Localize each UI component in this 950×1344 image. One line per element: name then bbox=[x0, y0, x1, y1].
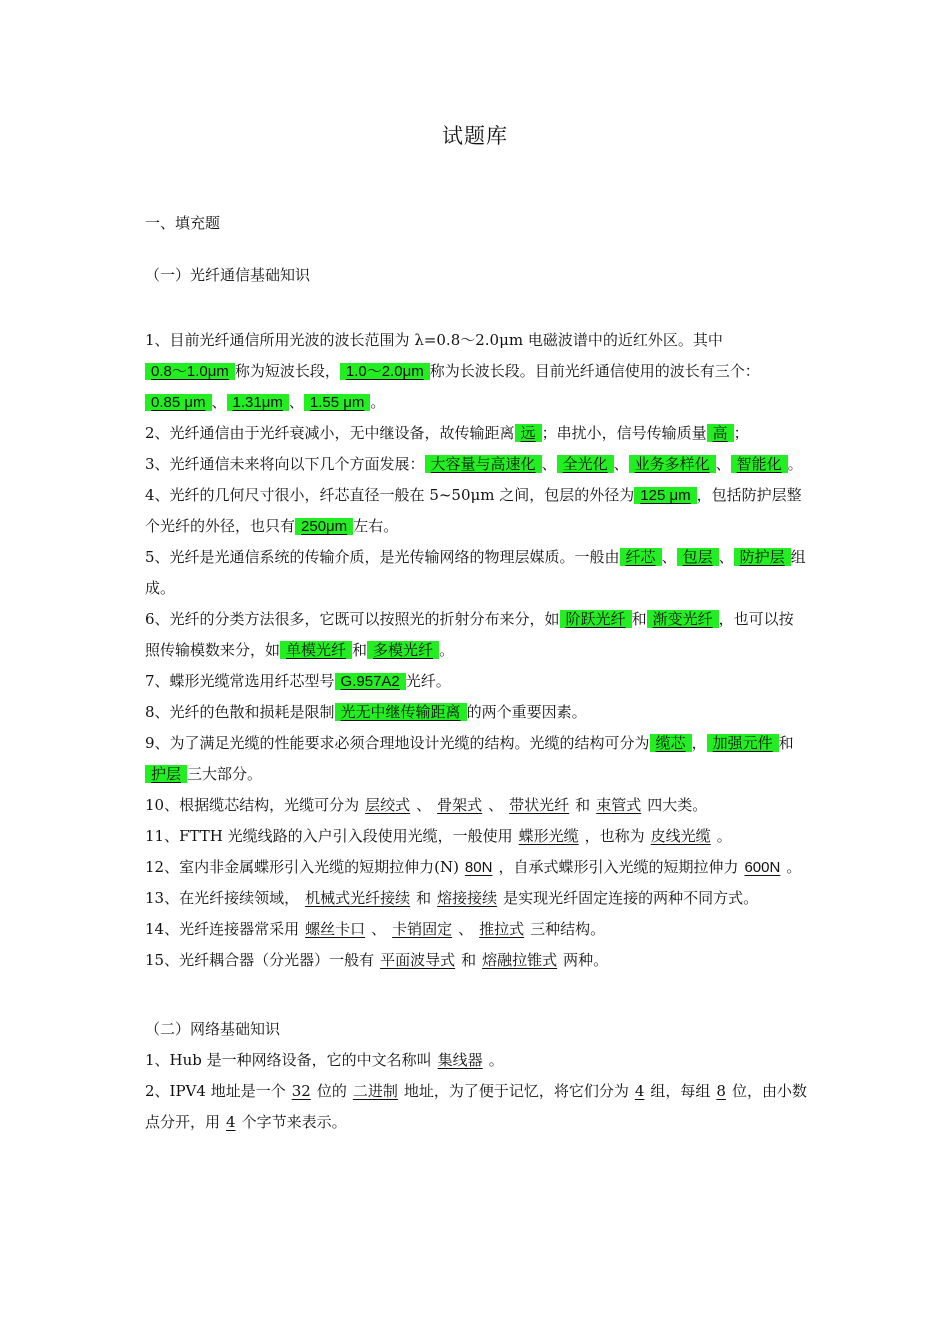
question-5: 5、光纤是光通信系统的传输介质，是光传输网络的物理层媒质。一般由 纤芯 、 包层 、 防护层 组成。 bbox=[145, 548, 806, 597]
answer: 0.8～1.0μm bbox=[145, 363, 235, 380]
answer: 1.0～2.0μm bbox=[340, 363, 430, 380]
question-4: 4、光纤的几何尺寸很小，纤芯直径一般在 5~50μm 之间，包层的外径为 125 μm ，包括防护层整个光纤的外径，也只有 250μm 左右。 bbox=[145, 486, 802, 535]
answer: 远 bbox=[515, 424, 542, 442]
page-title: 试题库 bbox=[442, 124, 508, 148]
answer: 层绞式 bbox=[365, 796, 411, 814]
answer: 束管式 bbox=[596, 796, 642, 814]
answer: 80N bbox=[464, 859, 493, 876]
question-7: 7、蝶形光缆常选用纤芯型号 G.957A2 光纤。 bbox=[145, 672, 451, 690]
answer: 平面波导式 bbox=[380, 951, 456, 969]
answer: 4 bbox=[226, 1113, 236, 1131]
question-list bbox=[145, 325, 807, 1138]
answer: 蝶形光缆 bbox=[518, 827, 579, 845]
answer: 渐变光纤 bbox=[647, 610, 719, 628]
question-9: 9、为了满足光缆的性能要求必须合理地设计光缆的结构。光缆的结构可分为 缆芯 ， 加强元件 和护层 三大部分。 bbox=[145, 734, 794, 783]
answer: 加强元件 bbox=[707, 734, 779, 752]
question-6: 6、光纤的分类方法很多，它既可以按照光的折射分布来分，如 阶跃光纤 和 渐变光纤 ，也可以按照传输模数来分，如 单模光纤 和 多模光纤 。 bbox=[145, 610, 794, 659]
answer: 护层 bbox=[145, 765, 187, 783]
answer: 600N bbox=[744, 859, 781, 876]
answer: 防护层 bbox=[734, 548, 791, 566]
question-12: 12、室内非金属蝶形引入光缆的短期拉伸力(N) 80N ，自承式蝶形引入光缆的短期拉伸力 600N 。 bbox=[145, 858, 802, 876]
answer: 1.31μm bbox=[227, 394, 289, 411]
question-14: 14、光纤连接器常采用 螺丝卡口 、 卡销固定 、 推拉式 三种结构。 bbox=[145, 920, 606, 938]
answer: 单模光纤 bbox=[280, 641, 352, 659]
question-13: 13、在光纤接续领域， 机械式光纤接续 和 熔接接续 是实现光纤固定连接的两种不同方式。 bbox=[145, 889, 759, 907]
answer: 125 μm bbox=[634, 487, 696, 504]
answer: 皮线光缆 bbox=[650, 827, 711, 845]
answer: 1.55 μm bbox=[304, 394, 371, 411]
answer: 250μm bbox=[295, 518, 353, 535]
answer: 阶跃光纤 bbox=[560, 610, 632, 628]
answer: 骨架式 bbox=[437, 796, 483, 814]
answer: 二进制 bbox=[352, 1082, 398, 1100]
answer: 机械式光纤接续 bbox=[305, 889, 411, 907]
answer: 推拉式 bbox=[479, 920, 525, 938]
answer: 多模光纤 bbox=[367, 641, 439, 659]
subsection-heading-fiber: （一）光纤通信基础知识 bbox=[145, 266, 311, 284]
answer: 缆芯 bbox=[650, 734, 692, 752]
section-heading: 一、填充题 bbox=[145, 214, 221, 232]
answer: 全光化 bbox=[557, 455, 614, 473]
answer: 智能化 bbox=[731, 455, 788, 473]
question-2: 2、光纤通信由于光纤衰减小，无中继设备，故传输距离 远 ；串扰小，信号传输质量 高 ； bbox=[145, 424, 749, 442]
answer: 8 bbox=[716, 1082, 726, 1100]
answer: 32 bbox=[291, 1082, 311, 1100]
question-10: 10、根据缆芯结构，光缆可分为 层绞式 、 骨架式 、 带状光纤 和 束管式 四大类。 bbox=[145, 796, 708, 814]
answer: 包层 bbox=[677, 548, 719, 566]
answer: 螺丝卡口 bbox=[305, 920, 366, 938]
question-1: 1、目前光纤通信所用光波的波长范围为 λ=0.8～2.0μm 电磁波谱中的近红外区。其中0.8～1.0μm 称为短波长段， 1.0～2.0μm 称为长波长段。目前光纤通信使用的波长有三个：0.85 μm 、 1.31μm 、 1.55 μm 。 bbox=[145, 331, 760, 411]
answer: G.957A2 bbox=[335, 673, 406, 690]
answer: 4 bbox=[634, 1082, 645, 1100]
answer: 高 bbox=[707, 424, 734, 442]
network-question-1: 1、Hub 是一种网络设备，它的中文名称叫 集线器 。 bbox=[145, 1051, 504, 1069]
answer: 集线器 bbox=[437, 1051, 483, 1069]
question-8: 8、光纤的色散和损耗是限制 光无中继传输距离 的两个重要因素。 bbox=[145, 703, 587, 721]
question-3: 3、光纤通信未来将向以下几个方面发展： 大容量与高速化 、 全光化 、 业务多样化 、 智能化 。 bbox=[145, 455, 803, 473]
answer: 卡销固定 bbox=[392, 920, 453, 938]
answer: 大容量与高速化 bbox=[425, 455, 542, 473]
network-question-2: 2、IPV4 地址是一个 32 位的 二进制 地址，为了便于记忆，将它们分为 4 组，每组 8 位，由小数点分开，用 4 个字节来表示。 bbox=[145, 1082, 807, 1131]
answer: 0.85 μm bbox=[145, 394, 212, 411]
answer: 熔接接续 bbox=[437, 889, 498, 907]
answer: 业务多样化 bbox=[629, 455, 716, 473]
answer: 带状光纤 bbox=[509, 796, 570, 814]
answer: 光无中继传输距离 bbox=[335, 703, 467, 721]
subsection-heading-network: （二）网络基础知识 bbox=[145, 1020, 281, 1038]
question-11: 11、FTTH 光缆线路的入户引入段使用光缆，一般使用 蝶形光缆 ，也称为 皮线光缆 。 bbox=[145, 827, 732, 845]
question-15: 15、光纤耦合器（分光器）一般有 平面波导式 和 熔融拉锥式 两种。 bbox=[145, 951, 609, 969]
answer: 熔融拉锥式 bbox=[482, 951, 558, 969]
answer: 纤芯 bbox=[620, 548, 662, 566]
